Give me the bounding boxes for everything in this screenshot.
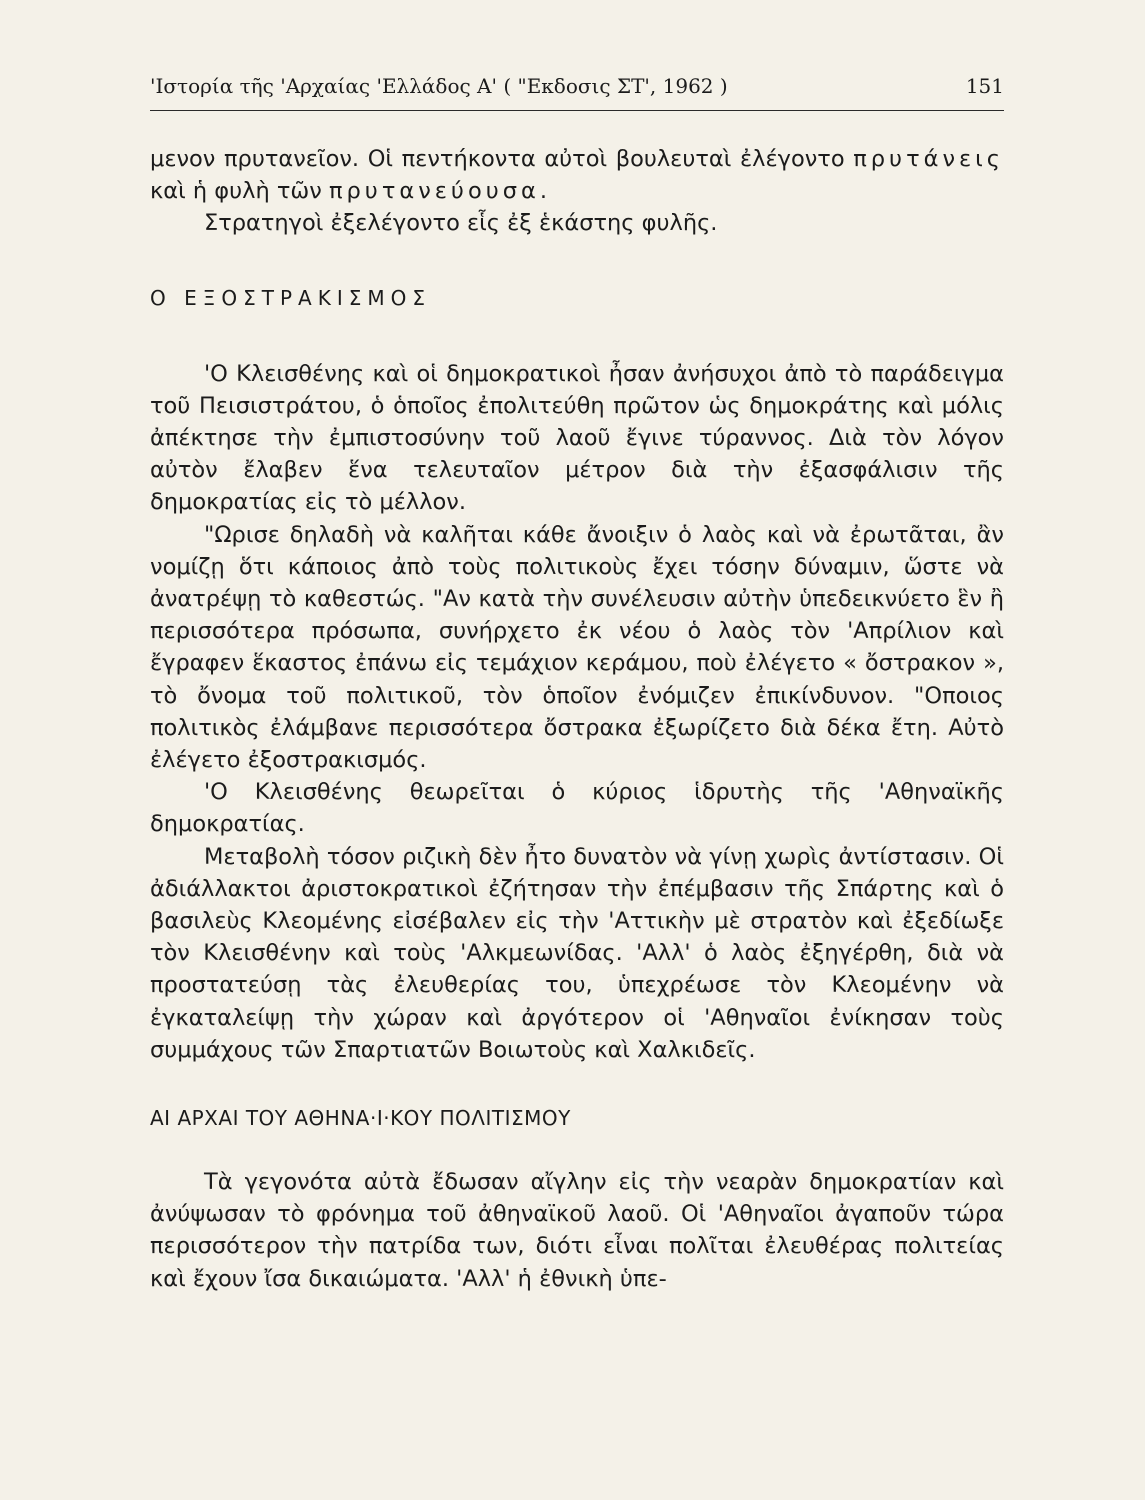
paragraph-text: καὶ ἡ φυλὴ τῶν (150, 178, 329, 205)
paragraph-text: . (539, 178, 547, 205)
paragraph-resistance: Μεταβολὴ τόσον ριζικὴ δὲν ἦτο δυνατὸν νὰ γίνῃ χωρὶς ἀντίστασιν. Οἱ ἀδιάλλακτοι ἀριστοκρατικοὶ ἐζήτησαν τὴν ἐπέμβασιν τῆς Σπάρτης καὶ ὁ βασιλεὺς Κλεομένης εἰσέβαλεν εἰς τὴν 'Αττικὴν μὲ στρατὸν καὶ ἐξεδίωξε τὸν Κλεισθένην καὶ τοὺς 'Αλκμεωνίδας. 'Αλλ' ὁ λαὸς ἐξηγέρθη, διὰ νὰ προστατεύσῃ τὰς ἐλευθερίας του, ὑπεχρέωσε τὸν Κλεομένην νὰ ἐγκαταλείψῃ τὴν χώραν καὶ ἀργότερον οἱ 'Αθηναῖοι ἐνίκησαν τοὺς συμμάχους τῶν Σπαρτιατῶν Βοιωτοὺς καὶ Χαλκιδεῖς. (150, 843, 1004, 1063)
paragraph-strategoi: Στρατηγοὶ ἐξελέγοντο εἷς ἐξ ἑκάστης φυλῆς. (204, 210, 718, 237)
section-heading-civilization: ΑΙ ΑΡΧΑΙ ΤΟΥ ΑΘΗΝΑ·Ι·ΚΟΥ ΠΟΛΙΤΙΣΜΟΥ (150, 1106, 571, 1131)
spaced-term: πρυτανεύουσα (328, 178, 540, 205)
page-body (150, 143, 1004, 1295)
running-title: 'Ιστορία τῆς 'Αρχαίας 'Ελλάδος Α' ( "Εκδοσις ΣΤ', 1962 ) (150, 74, 728, 98)
spaced-term: πρυτάνεις (853, 146, 1004, 172)
header-rule (150, 110, 1004, 111)
page-header (150, 74, 1004, 104)
page-number: 151 (965, 74, 1004, 98)
paragraph-cleisthenes: 'Ο Κλεισθένης καὶ οἱ δημοκρατικοὶ ἦσαν ἀνήσυχοι ἀπὸ τὸ παράδειγμα τοῦ Πεισιστράτου, ὁ ὁποῖος ἐπολιτεύθη πρῶτον ὡς δημοκράτης καὶ μόλις ἀπέκτησε τὴν ἐμπιστοσύνην τοῦ λαοῦ ἔγινε τύραννος. Διὰ τὸν λόγον αὐτὸν ἔλαβεν ἕνα τελευταῖον μέτρον διὰ τὴν ἐξασφάλισιν τῆς δημοκρατίας εἰς τὸ μέλλον. (150, 360, 1004, 516)
paragraph-ostracism-procedure: "Ωρισε δηλαδὴ νὰ καλῆται κάθε ἄνοιξιν ὁ λαὸς καὶ νὰ ἐρωτᾶται, ἂν νομίζῃ ὅτι κάποιος ἀπὸ τοὺς πολιτικοὺς ἔχει τόσην δύναμιν, ὥστε νὰ ἀνατρέψῃ τὸ καθεστώς. "Αν κατὰ τὴν συνέλευσιν αὐτὴν ὑπεδεικνύετο ἓν ἢ περισσότερα πρόσωπα, συνήρχετο ἐκ νέου ὁ λαὸς τὸν 'Απρίλιον καὶ ἔγραφεν ἕκαστος ἐπάνω εἰς τεμάχιον κεράμου, ποὺ ἐλέγετο « ὄστρακον », τὸ ὄνομα τοῦ πολιτικοῦ, τὸν ὁποῖον ἐνόμιζεν ἐπικίνδυνον. "Οποιος πολιτικὸς ἐλάμβανε περισσότερα ὄστρακα ἐξωρίζετο διὰ δέκα ἔτη. Αὐτὸ ἐλέγετο ἐξοστρακισμός. (150, 521, 1004, 774)
paragraph-prytaneis (150, 143, 1004, 207)
paragraph-civilization: Τὰ γεγονότα αὐτὰ ἔδωσαν αἴγλην εἰς τὴν νεαρὰν δημοκρατίαν καὶ ἀνύψωσαν τὸ φρόνημα τοῦ ἀθηναϊκοῦ λαοῦ. Οἱ 'Αθηναῖοι ἀγαποῦν τώρα περισσότερον τὴν πατρίδα των, διότι εἶναι πολῖται ἐλευθέρας πολιτείας καὶ ἔχουν ἴσα δικαιώματα. 'Αλλ' ἡ ἐθνικὴ ὑπε- (150, 1169, 1004, 1292)
section-heading-ostracism: Ο ΕΞΟΣΤΡΑΚΙΣΜΟΣ (150, 285, 431, 310)
paragraph-founder: 'Ο Κλεισθένης θεωρεῖται ὁ κύριος ἱδρυτὴς τῆς 'Αθηναϊκῆς δημοκρατίας. (150, 779, 1004, 838)
paragraph-text: μενον πρυτανεῖον. Οἱ πεντήκοντα αὐτοὶ βουλευταὶ ἐλέγοντο (150, 146, 854, 172)
